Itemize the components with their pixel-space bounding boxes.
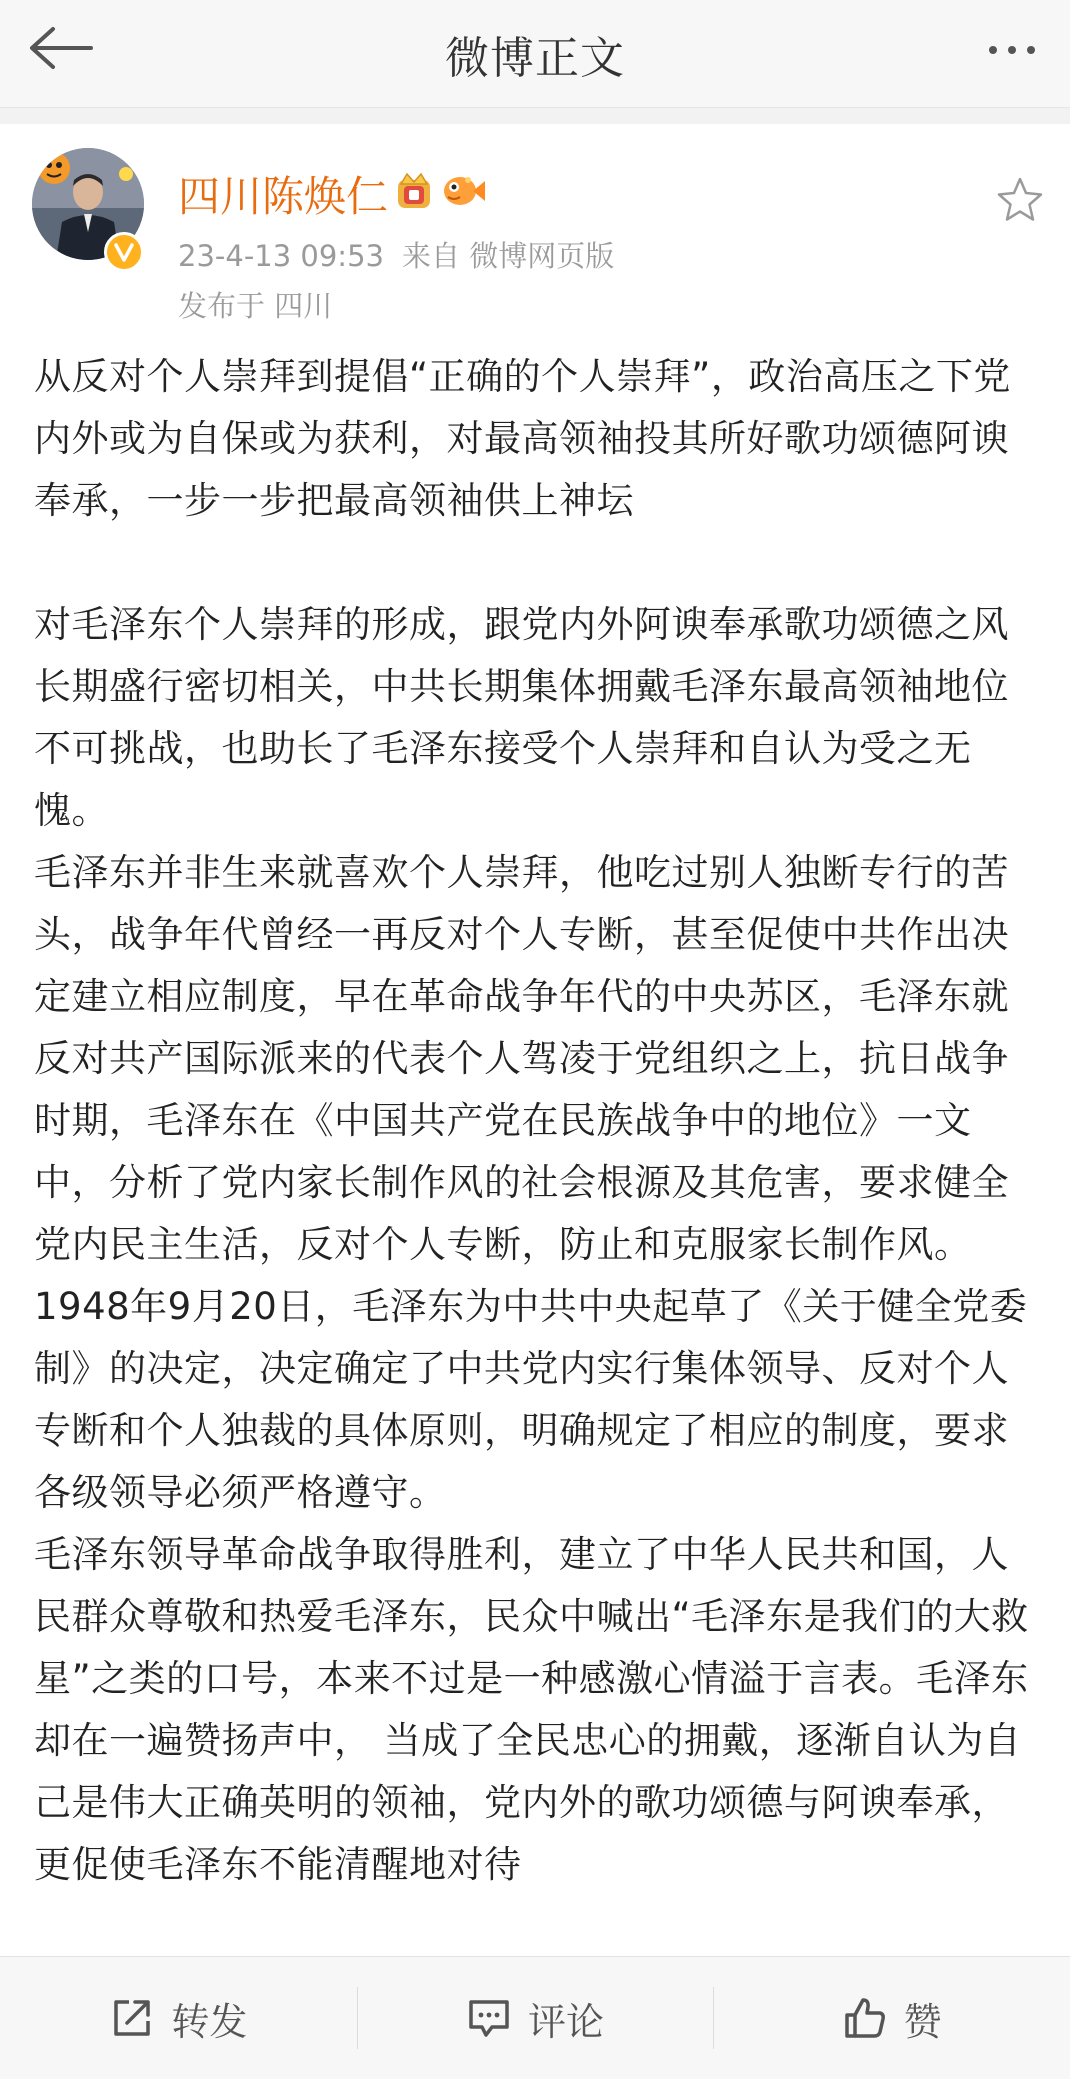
repost-button[interactable] [0, 1957, 357, 2079]
post-paragraph: 毛泽东领导革命战争取得胜利，建立了中华人民共和国，人民群众尊敬和热爱毛泽东，民众中喊出“毛泽东是我们的大救星”之类的口号，本来不过是一种感激心情溢于言表。毛泽东却在一遍赞扬声中， 当成了全民忠心的拥戴，逐渐自认为自己是伟大正确英明的领袖，党内外的歌功颂德与阿谀奉承，更促使毛泽东不能清醒地对待 [34, 1533, 1029, 1886]
post-paragraph: 从反对个人崇拜到提倡“正确的个人崇拜”，政治高压之下党内外或为自保或为获利，对最高领袖投其所好歌功颂德阿谀奉承，一步一步把最高领袖供上神坛 [34, 355, 1011, 522]
post-content [34, 346, 1044, 1896]
thumbs-up-icon [842, 1995, 888, 2041]
top-bar [0, 0, 1070, 108]
post-paragraph: 对毛泽东个人崇拜的形成，跟党内外阿谀奉承歌功颂德之风长期盛行密切相关，中共长期集体拥戴毛泽东最高领袖地位不可挑战，也助长了毛泽东接受个人崇拜和自认为受之无愧。 [34, 603, 1009, 832]
more-button[interactable] [972, 28, 1052, 72]
fish-icon[interactable] [440, 168, 486, 212]
author-name[interactable]: 四川陈焕仁 [178, 172, 389, 221]
more-dots-icon [989, 46, 997, 54]
like-button[interactable] [713, 1957, 1070, 2079]
paragraph-spacer [34, 532, 1044, 594]
post-time: 23-4-13 09:53 [178, 239, 384, 273]
star-outline-icon [994, 174, 1046, 226]
post-source: 来自 微博网页版 [401, 239, 615, 273]
comment-icon [466, 1995, 512, 2041]
comment-button[interactable] [357, 1957, 714, 2079]
crown-icon[interactable] [392, 168, 436, 212]
verified-badge [104, 232, 144, 272]
comment-label: 评论 [528, 1999, 605, 2044]
post-location: 发布于 四川 [178, 289, 333, 323]
post-card [0, 124, 1070, 1956]
favorite-button[interactable] [994, 174, 1046, 226]
repost-label: 转发 [171, 1999, 248, 2044]
verified-icon [113, 241, 135, 263]
post-meta [178, 234, 614, 275]
separator-band [0, 108, 1070, 124]
page-title: 微博正文 [445, 33, 625, 84]
share-icon [109, 1995, 155, 2041]
like-label: 赞 [903, 1999, 942, 2044]
action-bar [0, 1956, 1070, 2079]
post-paragraph: 毛泽东并非生来就喜欢个人崇拜，他吃过别人独断专行的苦头，战争年代曾经一再反对个人专断，甚至促使中共作出决定建立相应制度，早在革命战争年代的中央苏区，毛泽东就反对共产国际派来的代表个人驾凌于党组织之上，抗日战争时期，毛泽东在《中国共产党在民族战争中的地位》一文中，分析了党内家长制作风的社会根源及其危害，要求健全党内民主生活，反对个人专断，防止和克服家长制作风。1948年9月20日，毛泽东为中共中央起草了《关于健全党委制》的决定，决定确定了中共党内实行集体领导、反对个人专断和个人独裁的具体原则，明确规定了相应的制度，要求各级领导必须严格遵守。 [34, 851, 1028, 1514]
